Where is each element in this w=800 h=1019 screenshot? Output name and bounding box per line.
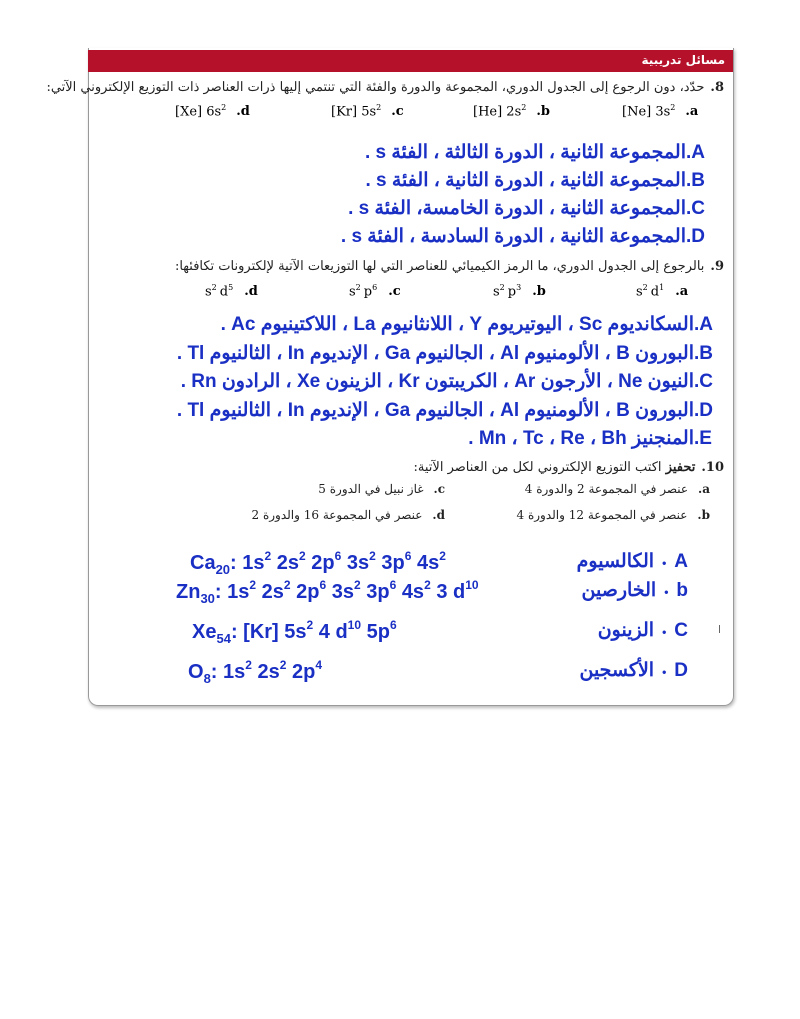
- item-text: عنصر في المجموعة 12 والدورة 4: [516, 508, 688, 522]
- answer-line: [177, 342, 740, 365]
- orbital: 2p: [296, 581, 320, 603]
- option-value: [Kr] 5s: [331, 104, 377, 120]
- answer-line: [177, 399, 740, 422]
- answer-text: المنجنيز Mn ، Tc ، Re ، Bh .: [468, 428, 694, 449]
- superscript: 2: [521, 103, 527, 112]
- item: [252, 508, 446, 522]
- element-name-text: الأكسجين: [579, 660, 655, 681]
- answer-label: .B: [686, 170, 705, 191]
- question-tag: تحفيز: [665, 460, 696, 475]
- answer-text: المجموعة الثانية ، الدورة الثانية ، الفئة s .: [365, 170, 686, 191]
- item-label: a.: [698, 482, 710, 496]
- item-label: c.: [433, 482, 445, 496]
- orbital: s: [349, 284, 356, 300]
- orbital: [Kr]: [243, 621, 279, 643]
- option: [205, 283, 258, 299]
- option: [331, 103, 404, 119]
- item-text: عنصر في المجموعة 2 والدورة 4: [524, 482, 689, 496]
- atomic-number: 54: [216, 631, 231, 646]
- item-text: غاز نبيل في الدورة 5: [318, 482, 424, 496]
- superscript: 2: [249, 578, 257, 592]
- question-number: 9.: [710, 259, 724, 274]
- superscript: 2: [424, 578, 431, 592]
- option-value: [He] 2s: [473, 104, 522, 120]
- element-name-text: الخارصين: [581, 580, 657, 601]
- item: [318, 482, 445, 496]
- question-text: حدّد، دون الرجوع إلى الجدول الدوري، المجموعة والدورة والفئة التي تنتمي إليها ذرات العناصر ذات التوزيع الإلكتروني الآتي:: [46, 80, 705, 95]
- item-label: b.: [697, 508, 710, 522]
- superscript: 6: [319, 578, 327, 592]
- superscript: 1: [659, 283, 665, 292]
- question-9: [175, 259, 724, 274]
- answer-text: البورون B ، الألومنيوم Al ، الجالنيوم Ga ، الإنديوم In ، الثالنيوم Tl .: [176, 342, 694, 364]
- atomic-number: 20: [215, 562, 231, 577]
- answer-label: .D: [686, 226, 705, 247]
- colon: :: [214, 581, 228, 603]
- orbital: 4s: [401, 581, 425, 603]
- element-symbol: Ca: [190, 552, 216, 574]
- answer-label: .B: [694, 342, 713, 364]
- superscript: 10: [465, 578, 479, 592]
- answer-label: .C: [694, 371, 713, 392]
- element-name: [579, 659, 688, 682]
- answer-label: .C: [686, 198, 705, 219]
- question-number: 8.: [710, 80, 724, 95]
- element-symbol: Zn: [176, 581, 201, 603]
- option: [493, 283, 546, 299]
- option: [349, 283, 401, 299]
- orbital: 1s: [242, 552, 265, 574]
- superscript: 6: [404, 549, 412, 563]
- superscript: 2: [670, 103, 676, 112]
- superscript: 2: [211, 283, 217, 292]
- item: [525, 482, 710, 496]
- answer-text: المجموعة الثانية ، الدورة الخامسة، الفئة s .: [348, 198, 686, 219]
- superscript: 10: [347, 618, 362, 632]
- superscript: 2: [376, 103, 382, 112]
- superscript: 2: [642, 283, 648, 292]
- orbital: p: [507, 284, 517, 300]
- stray-mark: [719, 625, 720, 633]
- element-name-text: الزينون: [597, 620, 655, 641]
- bullet: •: [662, 625, 667, 639]
- orbital: s: [205, 284, 212, 300]
- colon: :: [230, 621, 244, 643]
- answer-line: [181, 370, 740, 393]
- answer-line: [341, 225, 732, 248]
- superscript: 2: [355, 283, 361, 292]
- element-name: [577, 550, 688, 573]
- superscript: 6: [372, 283, 378, 292]
- section-header: [88, 50, 733, 72]
- superscript: 2: [264, 549, 272, 563]
- superscript: 2: [283, 578, 291, 592]
- option: [473, 103, 550, 119]
- option-label: .c: [391, 104, 404, 120]
- superscript: 2: [279, 658, 287, 672]
- superscript: 2: [353, 578, 361, 592]
- option: [622, 103, 698, 119]
- orbital: 3s: [346, 552, 370, 574]
- answer-label: D: [674, 660, 688, 681]
- orbital: 3 d: [436, 581, 466, 603]
- superscript: 2: [439, 549, 446, 563]
- superscript: 2: [499, 283, 505, 292]
- answer-label: .A: [694, 314, 713, 335]
- answer-label: .D: [694, 399, 713, 421]
- element-name: [582, 579, 688, 602]
- answer-line: [365, 169, 732, 192]
- question-text: اكتب التوزيع الإلكتروني لكل من العناصر الآتية:: [413, 460, 662, 475]
- orbital: 5s: [284, 621, 307, 643]
- answer-label: A: [674, 551, 688, 572]
- answer-label: b: [676, 580, 688, 601]
- question-text: بالرجوع إلى الجدول الدوري، ما الرمز الكيميائي للعناصر التي لها التوزيعات الآتية لإلكترونات تكافئها:: [174, 259, 705, 274]
- superscript: 6: [389, 618, 397, 632]
- electron-configuration: [188, 658, 322, 686]
- superscript: 2: [306, 618, 314, 632]
- option-label: .b: [532, 284, 546, 300]
- question-number: 10.: [701, 460, 724, 475]
- atomic-number: 30: [200, 591, 215, 606]
- option-label: .c: [388, 284, 401, 300]
- orbital: s: [636, 284, 643, 300]
- option: [636, 283, 688, 299]
- orbital: s: [493, 284, 500, 300]
- option-value: [Ne] 3s: [622, 104, 671, 120]
- bullet: •: [664, 585, 669, 599]
- bullet: •: [662, 556, 667, 570]
- orbital: 1s: [227, 581, 250, 603]
- atomic-number: 8: [203, 671, 211, 686]
- orbital: 4 d: [318, 621, 348, 643]
- answer-text: البورون B ، الألومنيوم Al ، الجالنيوم Ga ، الإنديوم In ، الثالنيوم Tl .: [176, 399, 694, 421]
- orbital: 2s: [276, 552, 300, 574]
- option-value: [Xe] 6s: [175, 104, 222, 120]
- answer-text: السكانديوم Sc ، اليوتيريوم Y ، اللانثانيوم La ، اللاكتينيوم Ac .: [220, 314, 694, 335]
- element-name-text: الكالسيوم: [576, 551, 655, 572]
- element-name: [598, 619, 688, 642]
- section-title: مسائل تدريبية: [641, 53, 725, 67]
- orbital: 3s: [331, 581, 354, 603]
- superscript: 3: [516, 283, 522, 292]
- superscript: 4: [315, 658, 323, 672]
- answer-line: [221, 313, 740, 336]
- element-symbol: O: [188, 661, 204, 683]
- colon: :: [210, 661, 224, 683]
- option: [175, 103, 250, 119]
- answer-text: المجموعة الثانية ، الدورة السادسة ، الفئة s .: [340, 226, 686, 247]
- orbital: 2p: [292, 661, 316, 683]
- option-label: .d: [236, 104, 250, 120]
- item: [517, 508, 711, 522]
- item-text: عنصر في المجموعة 16 والدورة 2: [251, 508, 423, 522]
- superscript: 2: [221, 103, 227, 112]
- answer-line: [348, 197, 732, 220]
- electron-configuration: [192, 618, 397, 646]
- answer-label: C: [674, 620, 688, 641]
- orbital: 3p: [381, 552, 405, 574]
- question-8: [46, 80, 724, 95]
- answer-text: المجموعة الثانية ، الدورة الثالثة ، الفئة s .: [364, 142, 686, 163]
- element-symbol: Xe: [192, 621, 217, 643]
- electron-configuration: [190, 549, 446, 577]
- superscript: 6: [334, 549, 342, 563]
- orbital: d: [219, 284, 229, 300]
- orbital: 1s: [223, 661, 246, 683]
- answer-label: .E: [694, 428, 712, 449]
- answer-label: .A: [686, 142, 705, 163]
- electron-configuration: [176, 578, 479, 606]
- question-10: [414, 460, 724, 475]
- orbital: 3p: [366, 581, 390, 603]
- option-label: .a: [675, 284, 689, 300]
- superscript: 5: [228, 283, 234, 292]
- orbital: 4s: [416, 552, 440, 574]
- orbital: 2s: [261, 581, 284, 603]
- orbital: d: [650, 284, 660, 300]
- answer-line: [468, 427, 740, 450]
- option-label: .b: [536, 104, 550, 120]
- option-label: .d: [244, 284, 258, 300]
- answer-text: النيون Ne ، الأرجون Ar ، الكريبتون Kr ، الزينون Xe ، الرادون Rn .: [180, 371, 694, 392]
- colon: :: [230, 552, 243, 574]
- superscript: 6: [389, 578, 397, 592]
- orbital: 2p: [311, 552, 335, 574]
- superscript: 2: [299, 549, 306, 563]
- option-label: .a: [685, 104, 699, 120]
- superscript: 2: [369, 549, 376, 563]
- orbital: 5p: [366, 621, 390, 643]
- orbital: p: [363, 284, 373, 300]
- answer-line: [365, 141, 732, 164]
- item-label: d.: [432, 508, 445, 522]
- bullet: •: [662, 665, 667, 679]
- orbital: 2s: [257, 661, 280, 683]
- superscript: 2: [245, 658, 252, 672]
